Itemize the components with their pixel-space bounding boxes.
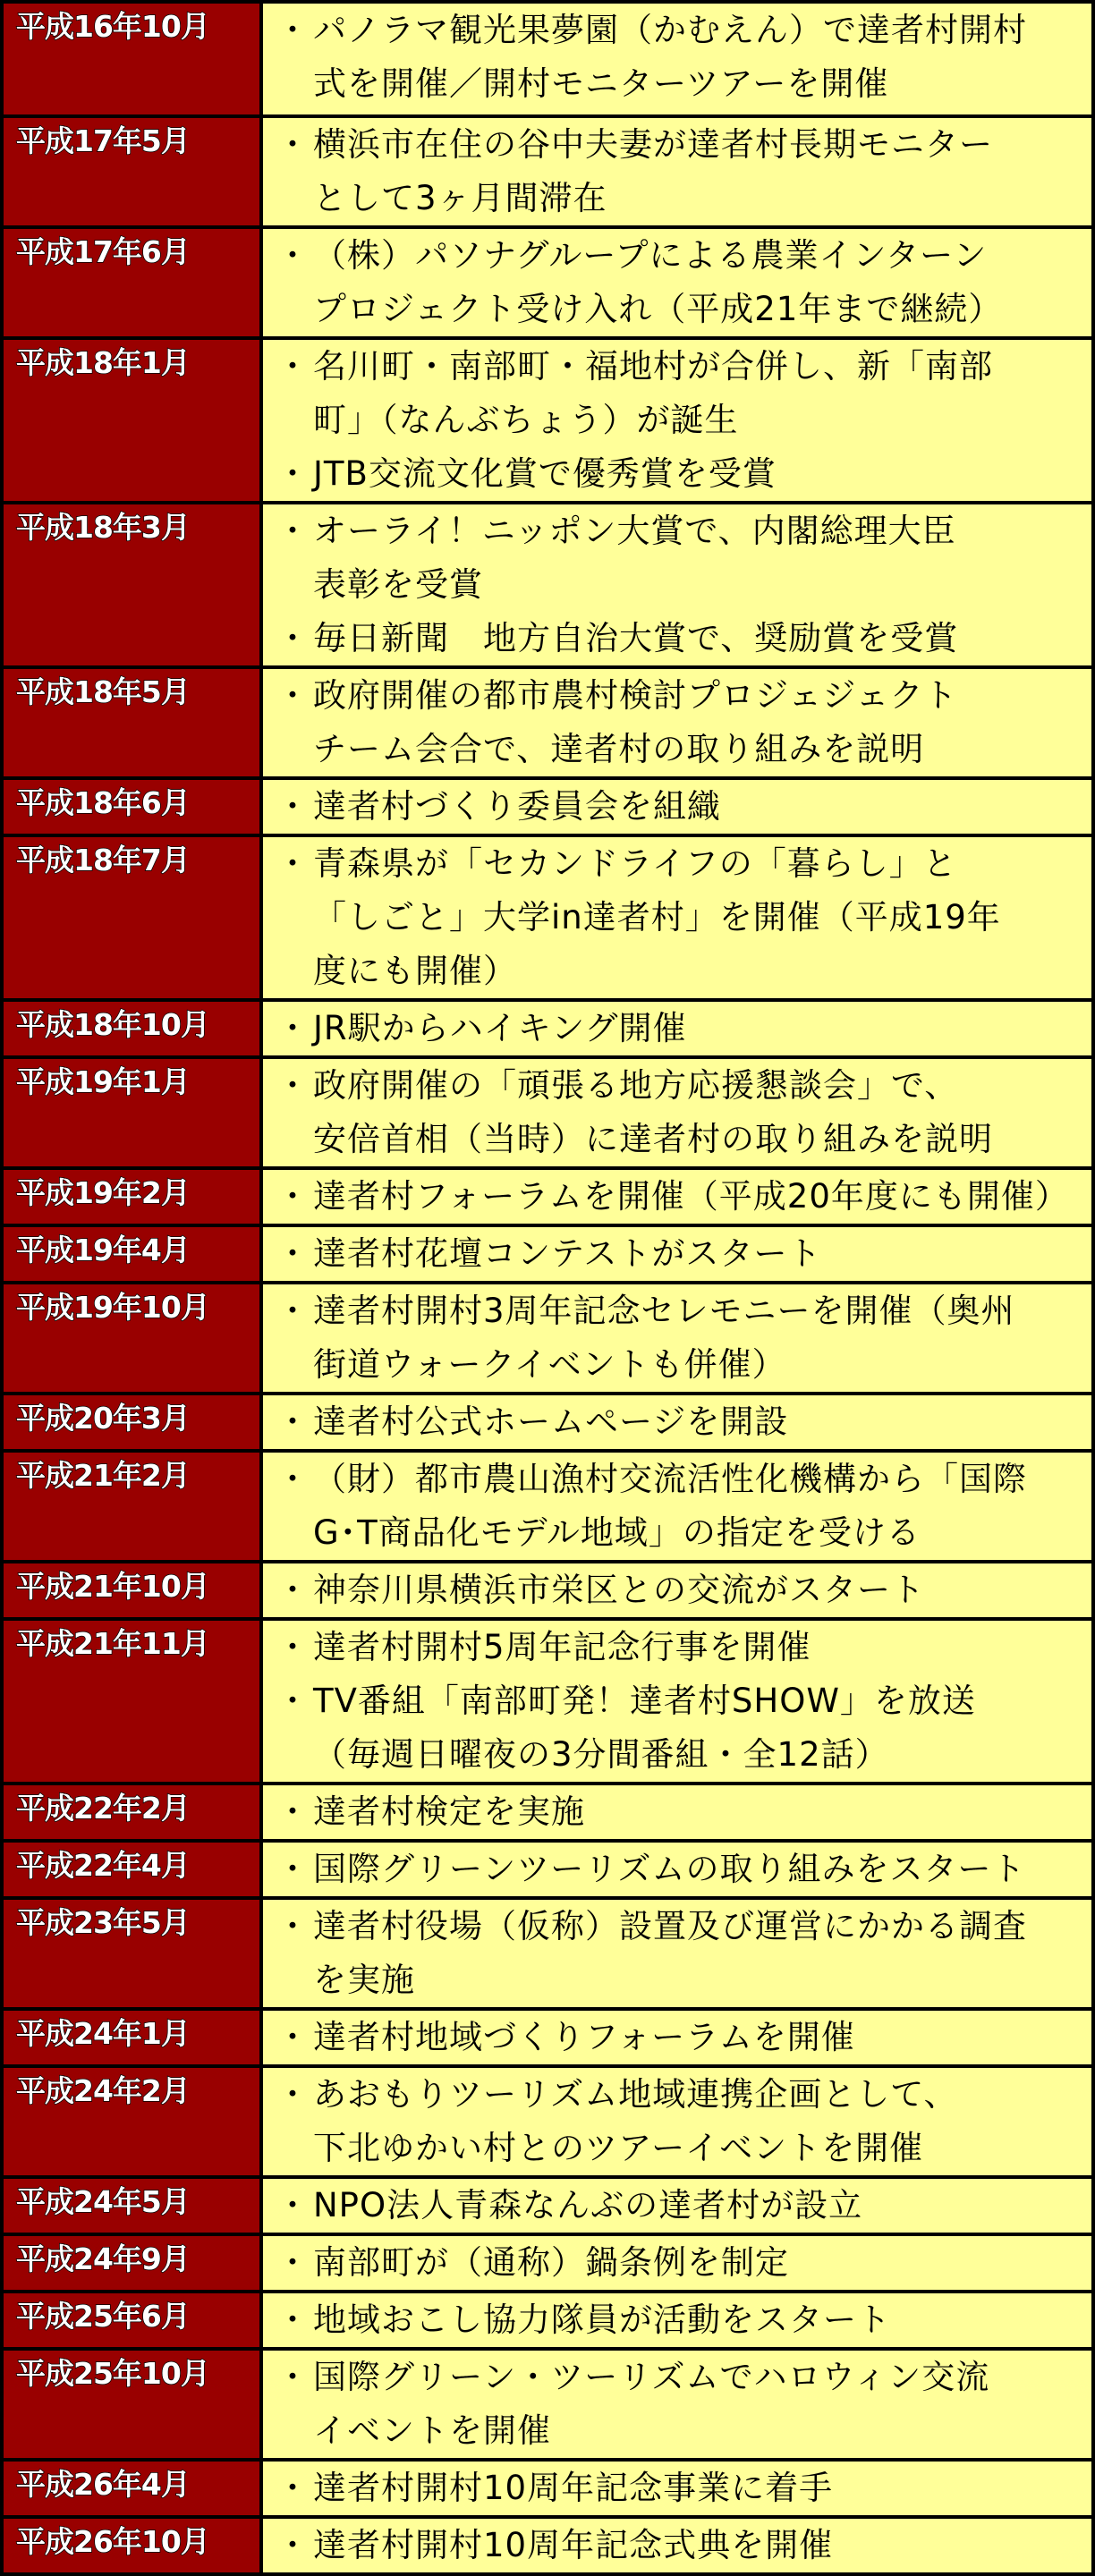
date-cell: [2, 1225, 261, 1283]
timeline-row: [2, 2009, 1093, 2066]
date-label: 平成18年10月: [16, 1007, 209, 1042]
date-cell: [2, 835, 261, 1000]
date-cell: [2, 2177, 261, 2234]
timeline-row: [2, 503, 1093, 667]
timeline-row: [2, 1841, 1093, 1898]
event-text: 達者村役場（仮称）設置及び運営にかかる調査 を実施: [313, 1907, 1027, 1999]
event-text: （株）パソナグループによる農業インターン プロジェクト受け入れ（平成21年まで継続）: [313, 236, 1003, 328]
event-text: JR駅からハイキング開催: [313, 1009, 687, 1047]
date-cell: [2, 667, 261, 778]
description-cell: [261, 2066, 1093, 2177]
event-text: 南部町が（通称）鍋条例を制定: [313, 2243, 789, 2282]
bullet-mark: ・: [276, 1009, 310, 1047]
description-cell: [261, 2177, 1093, 2234]
bullet-mark: ・: [276, 11, 310, 49]
date-label: 平成24年9月: [16, 2241, 190, 2276]
event-text: 達者村公式ホームページを開設: [313, 1402, 789, 1441]
date-cell: [2, 1562, 261, 1619]
description-cell: [261, 1619, 1093, 1784]
description-cell: [261, 2292, 1093, 2349]
description-cell: [261, 2009, 1093, 2066]
event-text: NPO法人青森なんぶの達者村が設立: [313, 2186, 863, 2224]
description-cell: [261, 2517, 1093, 2574]
date-label: 平成17年6月: [16, 234, 190, 269]
event-item: [263, 1227, 1091, 1281]
description-cell: [261, 1451, 1093, 1562]
event-item: [263, 340, 1091, 447]
timeline-row: [2, 667, 1093, 778]
event-text: オーライ！ニッポン大賞で、内閣総理大臣 表彰を受賞: [313, 512, 956, 604]
date-label: 平成21年2月: [16, 1458, 190, 1493]
bullet-mark: ・: [276, 1402, 310, 1441]
bullet-mark: ・: [276, 676, 310, 715]
timeline-row: [2, 1451, 1093, 1562]
description-cell: [261, 1283, 1093, 1394]
timeline-row: [2, 2349, 1093, 2460]
event-item: [263, 1453, 1091, 1560]
event-item: [263, 2179, 1091, 2233]
date-cell: [2, 1841, 261, 1898]
date-cell: [2, 1000, 261, 1057]
description-cell: [261, 667, 1093, 778]
event-text: 達者村開村10周年記念事業に着手: [313, 2469, 834, 2507]
date-label: 平成24年5月: [16, 2184, 190, 2219]
date-label: 平成19年1月: [16, 1064, 190, 1099]
event-item: [263, 2519, 1091, 2572]
date-label: 平成18年3月: [16, 510, 190, 545]
bullet-mark: ・: [276, 1628, 310, 1666]
bullet-mark: ・: [276, 2358, 310, 2396]
event-item: [263, 1843, 1091, 1896]
date-label: 平成25年6月: [16, 2299, 190, 2334]
event-item: [263, 229, 1091, 336]
date-label: 平成24年1月: [16, 2016, 190, 2051]
bullet-mark: ・: [276, 1792, 310, 1831]
event-text: 青森県が「セカンドライフの「暮らし」と 「しごと」大学in達者村」を開催（平成19年 度にも開催）: [313, 844, 1001, 990]
event-item: [263, 669, 1091, 776]
description-cell: [261, 2460, 1093, 2517]
description-cell: [261, 1784, 1093, 1841]
date-label: 平成17年5月: [16, 123, 190, 158]
event-text: 達者村花壇コンテストがスタート: [313, 1234, 822, 1273]
timeline-row: [2, 1784, 1093, 1841]
date-cell: [2, 2292, 261, 2349]
date-cell: [2, 338, 261, 503]
date-cell: [2, 778, 261, 835]
timeline-row: [2, 1283, 1093, 1394]
event-item: [263, 1059, 1091, 1166]
date-cell: [2, 1898, 261, 2009]
description-cell: [261, 1841, 1093, 1898]
date-cell: [2, 1168, 261, 1225]
date-cell: [2, 2009, 261, 2066]
date-cell: [2, 1784, 261, 1841]
event-text: 達者村フォーラムを開催（平成20年度にも開催）: [313, 1177, 1069, 1216]
event-item: [263, 1785, 1091, 1839]
timeline-row: [2, 1168, 1093, 1225]
date-label: 平成16年10月: [16, 9, 209, 44]
bullet-mark: ・: [276, 2018, 310, 2056]
event-text: TV番組「南部町発！達者村SHOW」を放送 （毎週日曜夜の3分間番組・全12話）: [313, 1682, 976, 1774]
date-label: 平成18年5月: [16, 674, 190, 709]
event-item: [263, 1002, 1091, 1055]
date-cell: [2, 2234, 261, 2292]
bullet-mark: ・: [276, 1177, 310, 1216]
description-cell: [261, 835, 1093, 1000]
event-text: 国際グリーンツーリズムの取り組みをスタート: [313, 1850, 1026, 1888]
date-cell: [2, 2517, 261, 2574]
bullet-mark: ・: [276, 1907, 310, 1945]
event-text: 達者村開村3周年記念セレモニーを開催（奥州 街道ウォークイベントも併催）: [313, 1292, 1015, 1384]
event-text: 地域おこし協力隊員が活動をスタート: [313, 2301, 891, 2339]
event-text: 達者村検定を実施: [313, 1792, 585, 1831]
description-cell: [261, 2, 1093, 116]
description-cell: [261, 1394, 1093, 1451]
timeline-row: [2, 2517, 1093, 2574]
event-text: あおもりツーリズム地域連携企画として、 下北ゆかい村とのツアーイベントを開催: [313, 2075, 958, 2167]
bullet-mark: ・: [276, 454, 310, 493]
event-text: 達者村開村5周年記念行事を開催: [313, 1628, 811, 1666]
timeline-row: [2, 2460, 1093, 2517]
bullet-mark: ・: [276, 1682, 310, 1720]
date-cell: [2, 1283, 261, 1394]
date-label: 平成18年1月: [16, 345, 190, 380]
bullet-mark: ・: [276, 787, 310, 826]
bullet-mark: ・: [276, 2186, 310, 2224]
date-cell: [2, 2460, 261, 2517]
description-cell: [261, 1562, 1093, 1619]
bullet-mark: ・: [276, 1234, 310, 1273]
description-cell: [261, 1168, 1093, 1225]
description-cell: [261, 338, 1093, 503]
date-label: 平成18年7月: [16, 843, 190, 877]
event-item: [263, 1284, 1091, 1392]
bullet-mark: ・: [276, 2301, 310, 2339]
event-item: [263, 1563, 1091, 1617]
bullet-mark: ・: [276, 1066, 310, 1105]
bullet-mark: ・: [276, 125, 310, 164]
bullet-mark: ・: [276, 1460, 310, 1498]
bullet-mark: ・: [276, 347, 310, 386]
timeline-row: [2, 227, 1093, 338]
date-label: 平成19年4月: [16, 1233, 190, 1267]
bullet-mark: ・: [276, 236, 310, 275]
bullet-mark: ・: [276, 2526, 310, 2564]
timeline-row: [2, 1057, 1093, 1168]
event-item: [263, 1900, 1091, 2007]
event-text: JTB交流文化賞で優秀賞を受賞: [313, 454, 777, 493]
date-cell: [2, 1451, 261, 1562]
event-text: 名川町・南部町・福地村が合併し、新「南部 町」（なんぶちょう）が誕生: [313, 347, 993, 439]
date-cell: [2, 1057, 261, 1168]
event-item: [263, 504, 1091, 612]
date-cell: [2, 116, 261, 227]
description-cell: [261, 1225, 1093, 1283]
timeline-row: [2, 1562, 1093, 1619]
description-cell: [261, 116, 1093, 227]
date-cell: [2, 2066, 261, 2177]
timeline-row: [2, 835, 1093, 1000]
bullet-mark: ・: [276, 2469, 310, 2507]
event-item: [263, 2351, 1091, 2458]
date-label: 平成23年5月: [16, 1905, 190, 1940]
description-cell: [261, 2234, 1093, 2292]
event-text: 横浜市在住の谷中夫妻が達者村長期モニター として3ヶ月間滞在: [313, 125, 993, 217]
description-cell: [261, 227, 1093, 338]
description-cell: [261, 2349, 1093, 2460]
description-cell: [261, 1000, 1093, 1057]
event-item: [263, 612, 1091, 665]
timeline-row: [2, 2292, 1093, 2349]
event-item: [263, 2462, 1091, 2515]
bullet-mark: ・: [276, 1850, 310, 1888]
bullet-mark: ・: [276, 2243, 310, 2282]
date-label: 平成22年2月: [16, 1791, 190, 1826]
event-item: [263, 780, 1091, 834]
bullet-mark: ・: [276, 1571, 310, 1609]
event-text: （財）都市農山漁村交流活性化機構から「国際 G･T商品化モデル地域」の指定を受ける: [313, 1460, 1027, 1552]
description-cell: [261, 503, 1093, 667]
timeline-row: [2, 338, 1093, 503]
timeline-row: [2, 2234, 1093, 2292]
timeline-row: [2, 2177, 1093, 2234]
event-item: [263, 2293, 1091, 2347]
timeline-row: [2, 1619, 1093, 1784]
bullet-mark: ・: [276, 1292, 310, 1330]
date-label: 平成21年11月: [16, 1626, 209, 1661]
event-text: 政府開催の「頑張る地方応援懇談会」で、 安倍首相（当時）に達者村の取り組みを説明: [313, 1066, 993, 1158]
event-text: 達者村地域づくりフォーラムを開催: [313, 2018, 855, 2056]
event-item: [263, 2011, 1091, 2064]
event-item: [263, 1395, 1091, 1449]
date-label: 平成24年2月: [16, 2073, 190, 2108]
event-text: 毎日新聞 地方自治大賞で、奨励賞を受賞: [313, 619, 959, 657]
event-text: 政府開催の都市農村検討プロジェジェクト チーム会合で、達者村の取り組みを説明: [313, 676, 958, 768]
event-item: [263, 1674, 1091, 1782]
date-label: 平成20年3月: [16, 1401, 190, 1436]
timeline-row: [2, 1000, 1093, 1057]
event-item: [263, 837, 1091, 998]
bullet-mark: ・: [276, 619, 310, 657]
description-cell: [261, 1898, 1093, 2009]
date-cell: [2, 2349, 261, 2460]
event-item: [263, 447, 1091, 501]
description-cell: [261, 1057, 1093, 1168]
timeline-body: [2, 2, 1093, 2574]
event-text: パノラマ観光果夢園（かむえん）で達者村開村 式を開催／開村モニターツアーを開催: [313, 11, 1027, 103]
date-label: 平成19年10月: [16, 1290, 209, 1325]
date-label: 平成19年2月: [16, 1175, 190, 1210]
date-cell: [2, 503, 261, 667]
timeline-row: [2, 1394, 1093, 1451]
date-cell: [2, 1619, 261, 1784]
timeline-row: [2, 1225, 1093, 1283]
date-label: 平成25年10月: [16, 2356, 209, 2391]
date-label: 平成21年10月: [16, 1569, 209, 1604]
date-cell: [2, 1394, 261, 1451]
event-item: [263, 1621, 1091, 1674]
bullet-mark: ・: [276, 512, 310, 550]
event-item: [263, 118, 1091, 225]
date-cell: [2, 227, 261, 338]
bullet-mark: ・: [276, 844, 310, 883]
timeline-row: [2, 2066, 1093, 2177]
date-label: 平成26年4月: [16, 2467, 190, 2502]
date-label: 平成18年6月: [16, 785, 190, 820]
timeline-row: [2, 2, 1093, 116]
event-text: 達者村開村10周年記念式典を開催: [313, 2526, 834, 2564]
event-item: [263, 1170, 1091, 1224]
date-label: 平成22年4月: [16, 1848, 190, 1883]
timeline-row: [2, 778, 1093, 835]
event-item: [263, 2236, 1091, 2290]
event-item: [263, 4, 1091, 111]
description-cell: [261, 778, 1093, 835]
date-label: 平成26年10月: [16, 2524, 209, 2559]
event-text: 国際グリーン・ツーリズムでハロウィン交流 イベントを開催: [313, 2358, 990, 2450]
bullet-mark: ・: [276, 2075, 310, 2114]
event-text: 神奈川県横浜市栄区との交流がスタート: [313, 1571, 925, 1609]
event-text: 達者村づくり委員会を組織: [313, 787, 721, 826]
timeline-row: [2, 1898, 1093, 2009]
event-item: [263, 2068, 1091, 2175]
date-cell: [2, 2, 261, 116]
timeline-row: [2, 116, 1093, 227]
